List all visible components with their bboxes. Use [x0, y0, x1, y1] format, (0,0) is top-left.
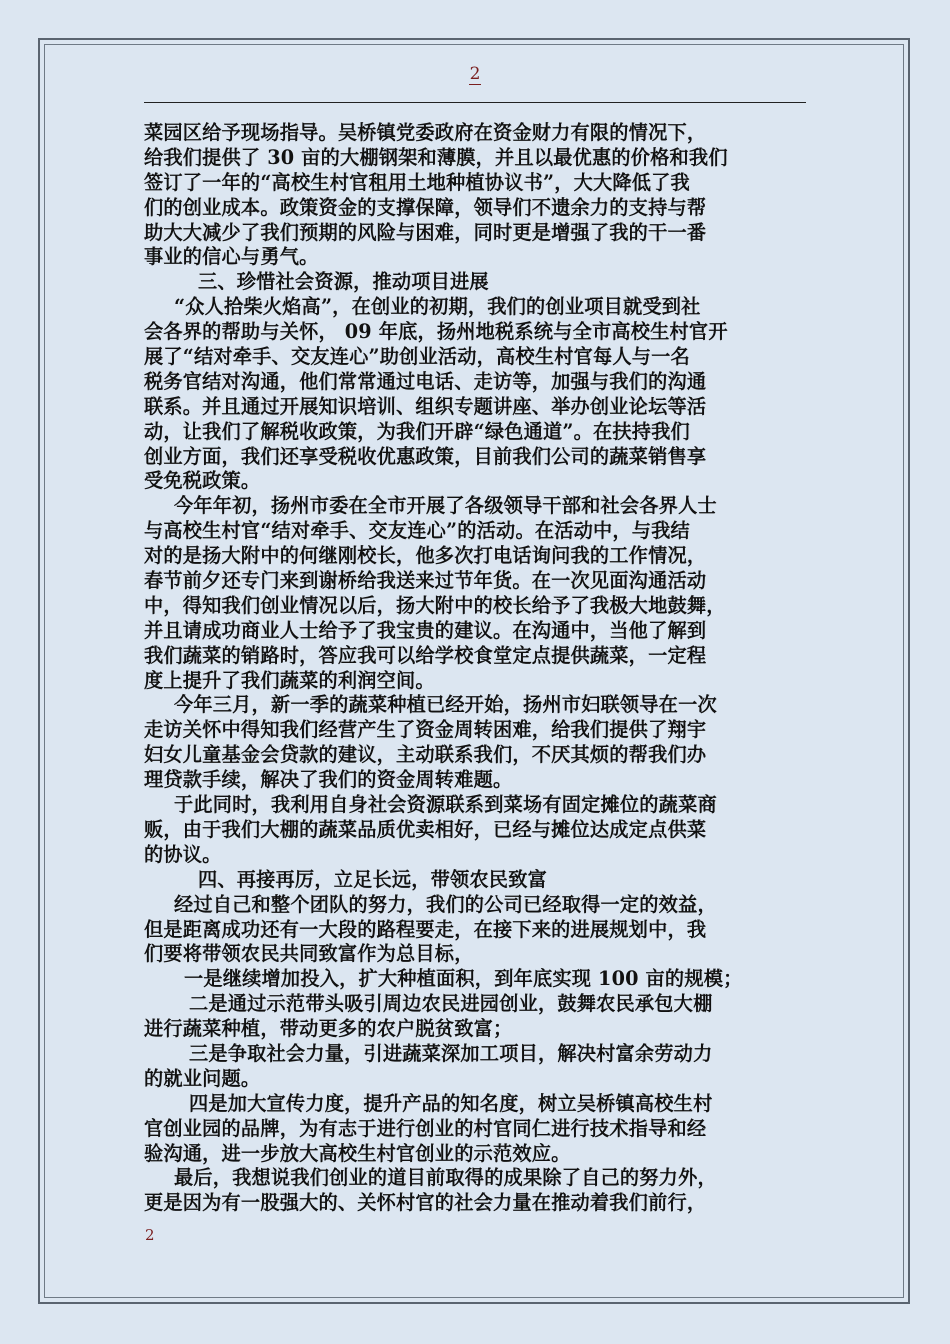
text-line: 助大大减少了我们预期的风险与困难，同时更是增强了我的干一番	[144, 220, 707, 244]
text-line: 的就业问题。	[144, 1066, 261, 1090]
list-item: 一是继续增加投入，扩大种植面积，到年底实现 100 亩的规模；	[184, 967, 743, 991]
text-line: 并且请成功商业人士给予了我宝贵的建议。在沟通中，当他了解到	[144, 618, 707, 642]
text-line: 经过自己和整个团队的努力，我们的公司已经取得一定的效益，	[174, 892, 717, 916]
text-line: 理贷款手续，解决了我们的资金周转难题。	[144, 768, 513, 792]
text-line: 对的是扬大附中的何继刚校长，他多次打电话询问我的工作情况，	[144, 544, 707, 568]
text-line: 联系。并且通过开展知识培训、组织专题讲座、举办创业论坛等活	[144, 394, 707, 418]
list-item: 四是加大宣传力度，提升产品的知名度，树立吴桥镇高校生村	[189, 1091, 713, 1115]
text-line: 官创业园的品牌，为有志于进行创业的村官同仁进行技术指导和经	[144, 1116, 707, 1140]
text-line: 进行蔬菜种植，带动更多的农户脱贫致富；	[144, 1017, 513, 1041]
text-line: 今年三月，新一季的蔬菜种植已经开始，扬州市妇联领导在一次	[174, 693, 717, 717]
text-line: 度上提升了我们蔬菜的利润空间。	[144, 668, 435, 692]
text-line: 签订了一年的“高校生村官租用土地种植协议书”，大大降低了我	[144, 170, 690, 194]
text-line: 最后，我想说我们创业的道目前取得的成果除了自己的努力外，	[174, 1166, 717, 1190]
text-line: 于此同时，我利用自身社会资源联系到菜场有固定摊位的蔬菜商	[174, 793, 717, 817]
footer-page-number: 2	[145, 1226, 155, 1244]
text-line: 创业方面，我们还享受税收优惠政策，目前我们公司的蔬菜销售享	[144, 444, 707, 468]
text-line: 给我们提供了 30 亩的大棚钢架和薄膜，并且以最优惠的价格和我们	[144, 145, 728, 169]
text-line: 春节前夕还专门来到谢桥给我送来过节年货。在一次见面沟通活动	[144, 569, 707, 593]
text-line: 税务官结对沟通，他们常常通过电话、走访等，加强与我们的沟通	[144, 369, 707, 393]
document-body	[144, 121, 816, 1216]
text-line: 事业的信心与勇气。	[144, 245, 319, 269]
text-line: 验沟通，进一步放大高校生村官创业的示范效应。	[144, 1141, 571, 1165]
text-line: 展了“结对牵手、交友连心”助创业活动，高校生村官每人与一名	[144, 345, 690, 369]
text-line: 们要将带领农民共同致富作为总目标，	[144, 942, 474, 966]
text-line: 的协议。	[144, 842, 222, 866]
text-line: 更是因为有一股强大的、关怀村官的社会力量在推动着我们前行，	[144, 1191, 707, 1215]
section-heading: 四、再接再厉，立足长远，带领农民致富	[198, 867, 547, 891]
text-line: 今年年初，扬州市委在全市开展了各级领导干部和社会各界人士	[174, 494, 717, 518]
text-line: 走访关怀中得知我们经营产生了资金周转困难，给我们提供了翔宇	[144, 718, 707, 742]
text-line: 与高校生村官“结对牵手、交友连心”的活动。在活动中，与我结	[144, 519, 690, 543]
text-line: 但是距离成功还有一大段的路程要走，在接下来的进展规划中，我	[144, 917, 707, 941]
text-line: 动，让我们了解税收政策，为我们开辟“绿色通道”。在扶持我们	[144, 419, 690, 443]
text-line: 中，得知我们创业情况以后，扬大附中的校长给予了我极大地鼓舞，	[144, 593, 726, 617]
section-heading: 三、珍惜社会资源，推动项目进展	[198, 270, 489, 294]
text-line: “众人拾柴火焰高”，在创业的初期，我们的创业项目就受到社	[174, 295, 701, 319]
text-line: 菜园区给予现场指导。吴桥镇党委政府在资金财力有限的情况下，	[144, 121, 707, 144]
text-line: 们的创业成本。政策资金的支撑保障，领导们不遗余力的支持与帮	[144, 195, 707, 219]
list-item: 三是争取社会力量，引进蔬菜深加工项目，解决村富余劳动力	[189, 1041, 713, 1065]
text-line: 我们蔬菜的销路时，答应我可以给学校食堂定点提供蔬菜，一定程	[144, 643, 707, 667]
header-rule	[144, 102, 806, 103]
header-page-number: 2	[469, 64, 481, 84]
text-line: 受免税政策。	[144, 469, 261, 493]
text-line: 妇女儿童基金会贷款的建议，主动联系我们，不厌其烦的帮我们办	[144, 743, 707, 767]
text-line: 贩，由于我们大棚的蔬菜品质优卖相好，已经与摊位达成定点供菜	[144, 817, 707, 841]
text-line: 会各界的帮助与关怀， 09 年底，扬州地税系统与全市高校生村官开	[144, 320, 728, 344]
list-item: 二是通过示范带头吸引周边农民进园创业，鼓舞农民承包大棚	[189, 992, 713, 1016]
